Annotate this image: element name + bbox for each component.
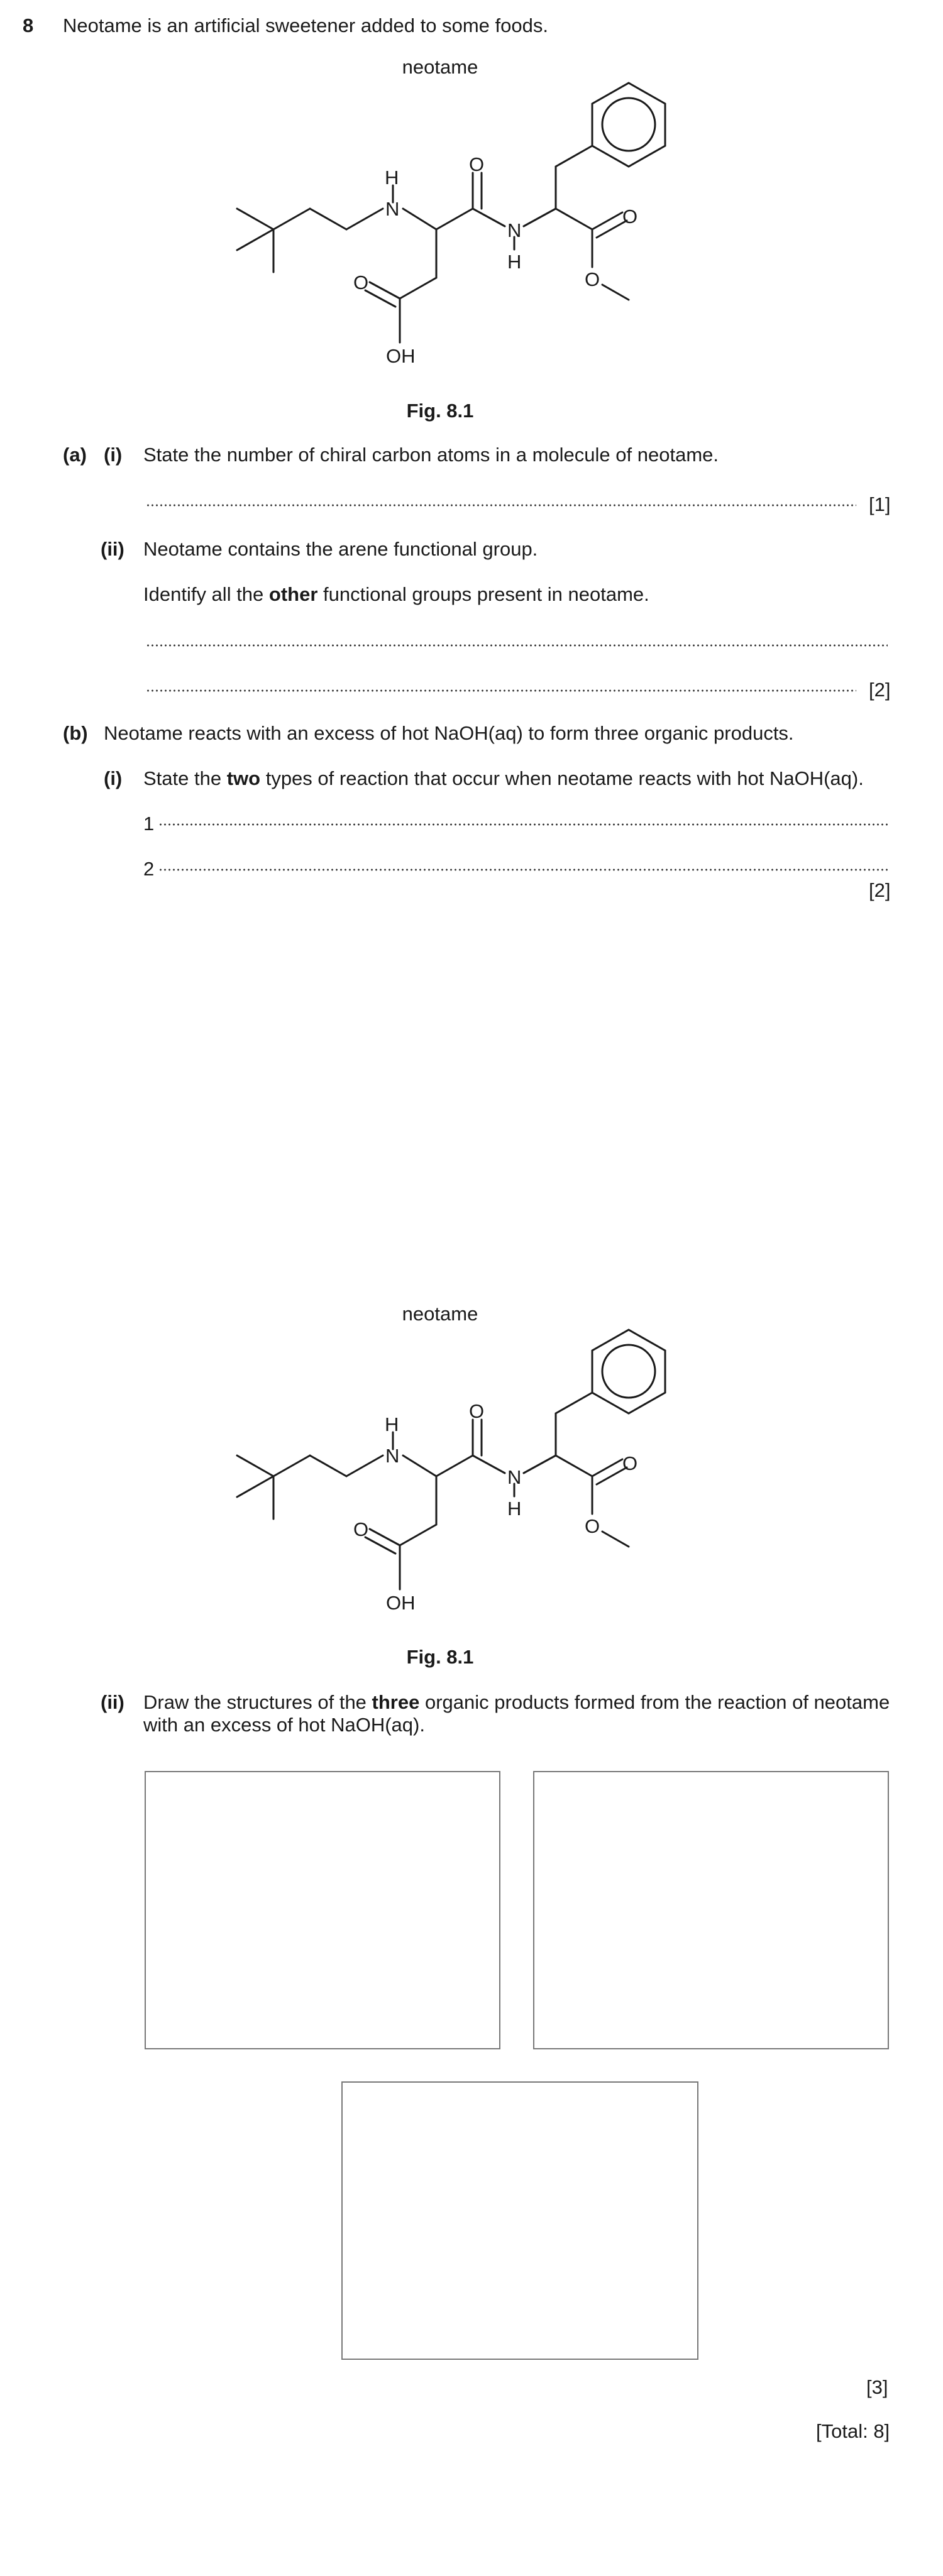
atom-h-amine-repeat: H — [385, 1413, 399, 1435]
question-intro: Neotame is an artificial sweetener added to some foods. — [63, 14, 548, 36]
answer-line-b-i-2[interactable] — [158, 869, 888, 871]
answer-box-product-3[interactable] — [341, 2081, 698, 2360]
atom-n-amine-repeat: N — [385, 1445, 400, 1467]
atom-o-amide-repeat: O — [469, 1400, 485, 1422]
atom-n-amide-repeat: N — [507, 1466, 522, 1488]
structure-bonds — [237, 83, 665, 343]
answer-line-b-i-2-number: 2 — [143, 858, 155, 880]
neotame-structure-repeat — [233, 1325, 685, 1627]
part-b-label: (b) — [63, 722, 88, 744]
atom-h-amide: H — [507, 251, 522, 273]
figure-caption: Fig. 8.1 — [406, 400, 474, 422]
part-a-label: (a) — [63, 444, 87, 466]
atom-h-amide-repeat: H — [507, 1498, 522, 1520]
part-b-stem: Neotame reacts with an excess of hot NaOH(aq) to form three organic products. — [104, 722, 794, 744]
part-a-ii-label: (ii) — [101, 538, 124, 560]
answer-line-a-i[interactable] — [146, 504, 856, 507]
atom-o-acid-repeat: O — [353, 1518, 369, 1540]
question-number: 8 — [23, 14, 34, 36]
answer-line-a-ii-1[interactable] — [146, 644, 888, 647]
atom-n-amine: N — [385, 198, 400, 220]
mark-a-ii: [2] — [869, 679, 891, 701]
total-marks: [Total: 8] — [816, 2420, 890, 2442]
part-b-ii-label: (ii) — [101, 1691, 124, 1713]
atom-o-ester-carbonyl: O — [622, 206, 638, 227]
atom-o-ester-carbonyl-repeat: O — [622, 1452, 638, 1474]
part-b-i-label: (i) — [104, 767, 123, 789]
atom-o-ester-repeat: O — [585, 1515, 600, 1537]
mark-b-ii: [3] — [866, 2376, 888, 2398]
answer-line-b-i-1[interactable] — [158, 823, 888, 826]
atom-n-amide: N — [507, 219, 522, 241]
atom-o-ester: O — [585, 268, 600, 290]
answer-line-b-i-1-number: 1 — [143, 813, 155, 835]
part-b-ii-question-line1: Draw the structures of the three organic products formed from the reaction of neotame — [143, 1691, 890, 1713]
part-a-ii-question: Neotame contains the arene functional group. — [143, 538, 538, 560]
atom-o-amide: O — [469, 153, 485, 175]
part-b-i-question: State the two types of reaction that occur when neotame reacts with hot NaOH(aq). — [143, 767, 864, 789]
figure-title-repeat: neotame — [402, 1303, 478, 1325]
mark-b-i: [2] — [869, 879, 891, 901]
atom-h-amine: H — [385, 167, 399, 189]
atom-o-acid: O — [353, 271, 369, 293]
structure-bonds-repeat — [237, 1330, 665, 1589]
neotame-structure — [233, 79, 685, 380]
answer-box-product-1[interactable] — [145, 1771, 500, 2049]
atom-oh-acid-repeat: OH — [386, 1592, 416, 1614]
answer-box-product-2[interactable] — [533, 1771, 889, 2049]
mark-a-i: [1] — [869, 493, 891, 515]
atom-oh-acid: OH — [386, 345, 416, 367]
figure-caption-repeat: Fig. 8.1 — [406, 1646, 474, 1668]
figure-title: neotame — [402, 56, 478, 78]
part-a-ii-instruction: Identify all the other functional groups present in neotame. — [143, 583, 649, 605]
part-a-i-question: State the number of chiral carbon atoms in a molecule of neotame. — [143, 444, 719, 466]
answer-line-a-ii-2[interactable] — [146, 689, 856, 692]
part-b-ii-question-line2: with an excess of hot NaOH(aq). — [143, 1714, 425, 1736]
part-a-i-label: (i) — [104, 444, 123, 466]
